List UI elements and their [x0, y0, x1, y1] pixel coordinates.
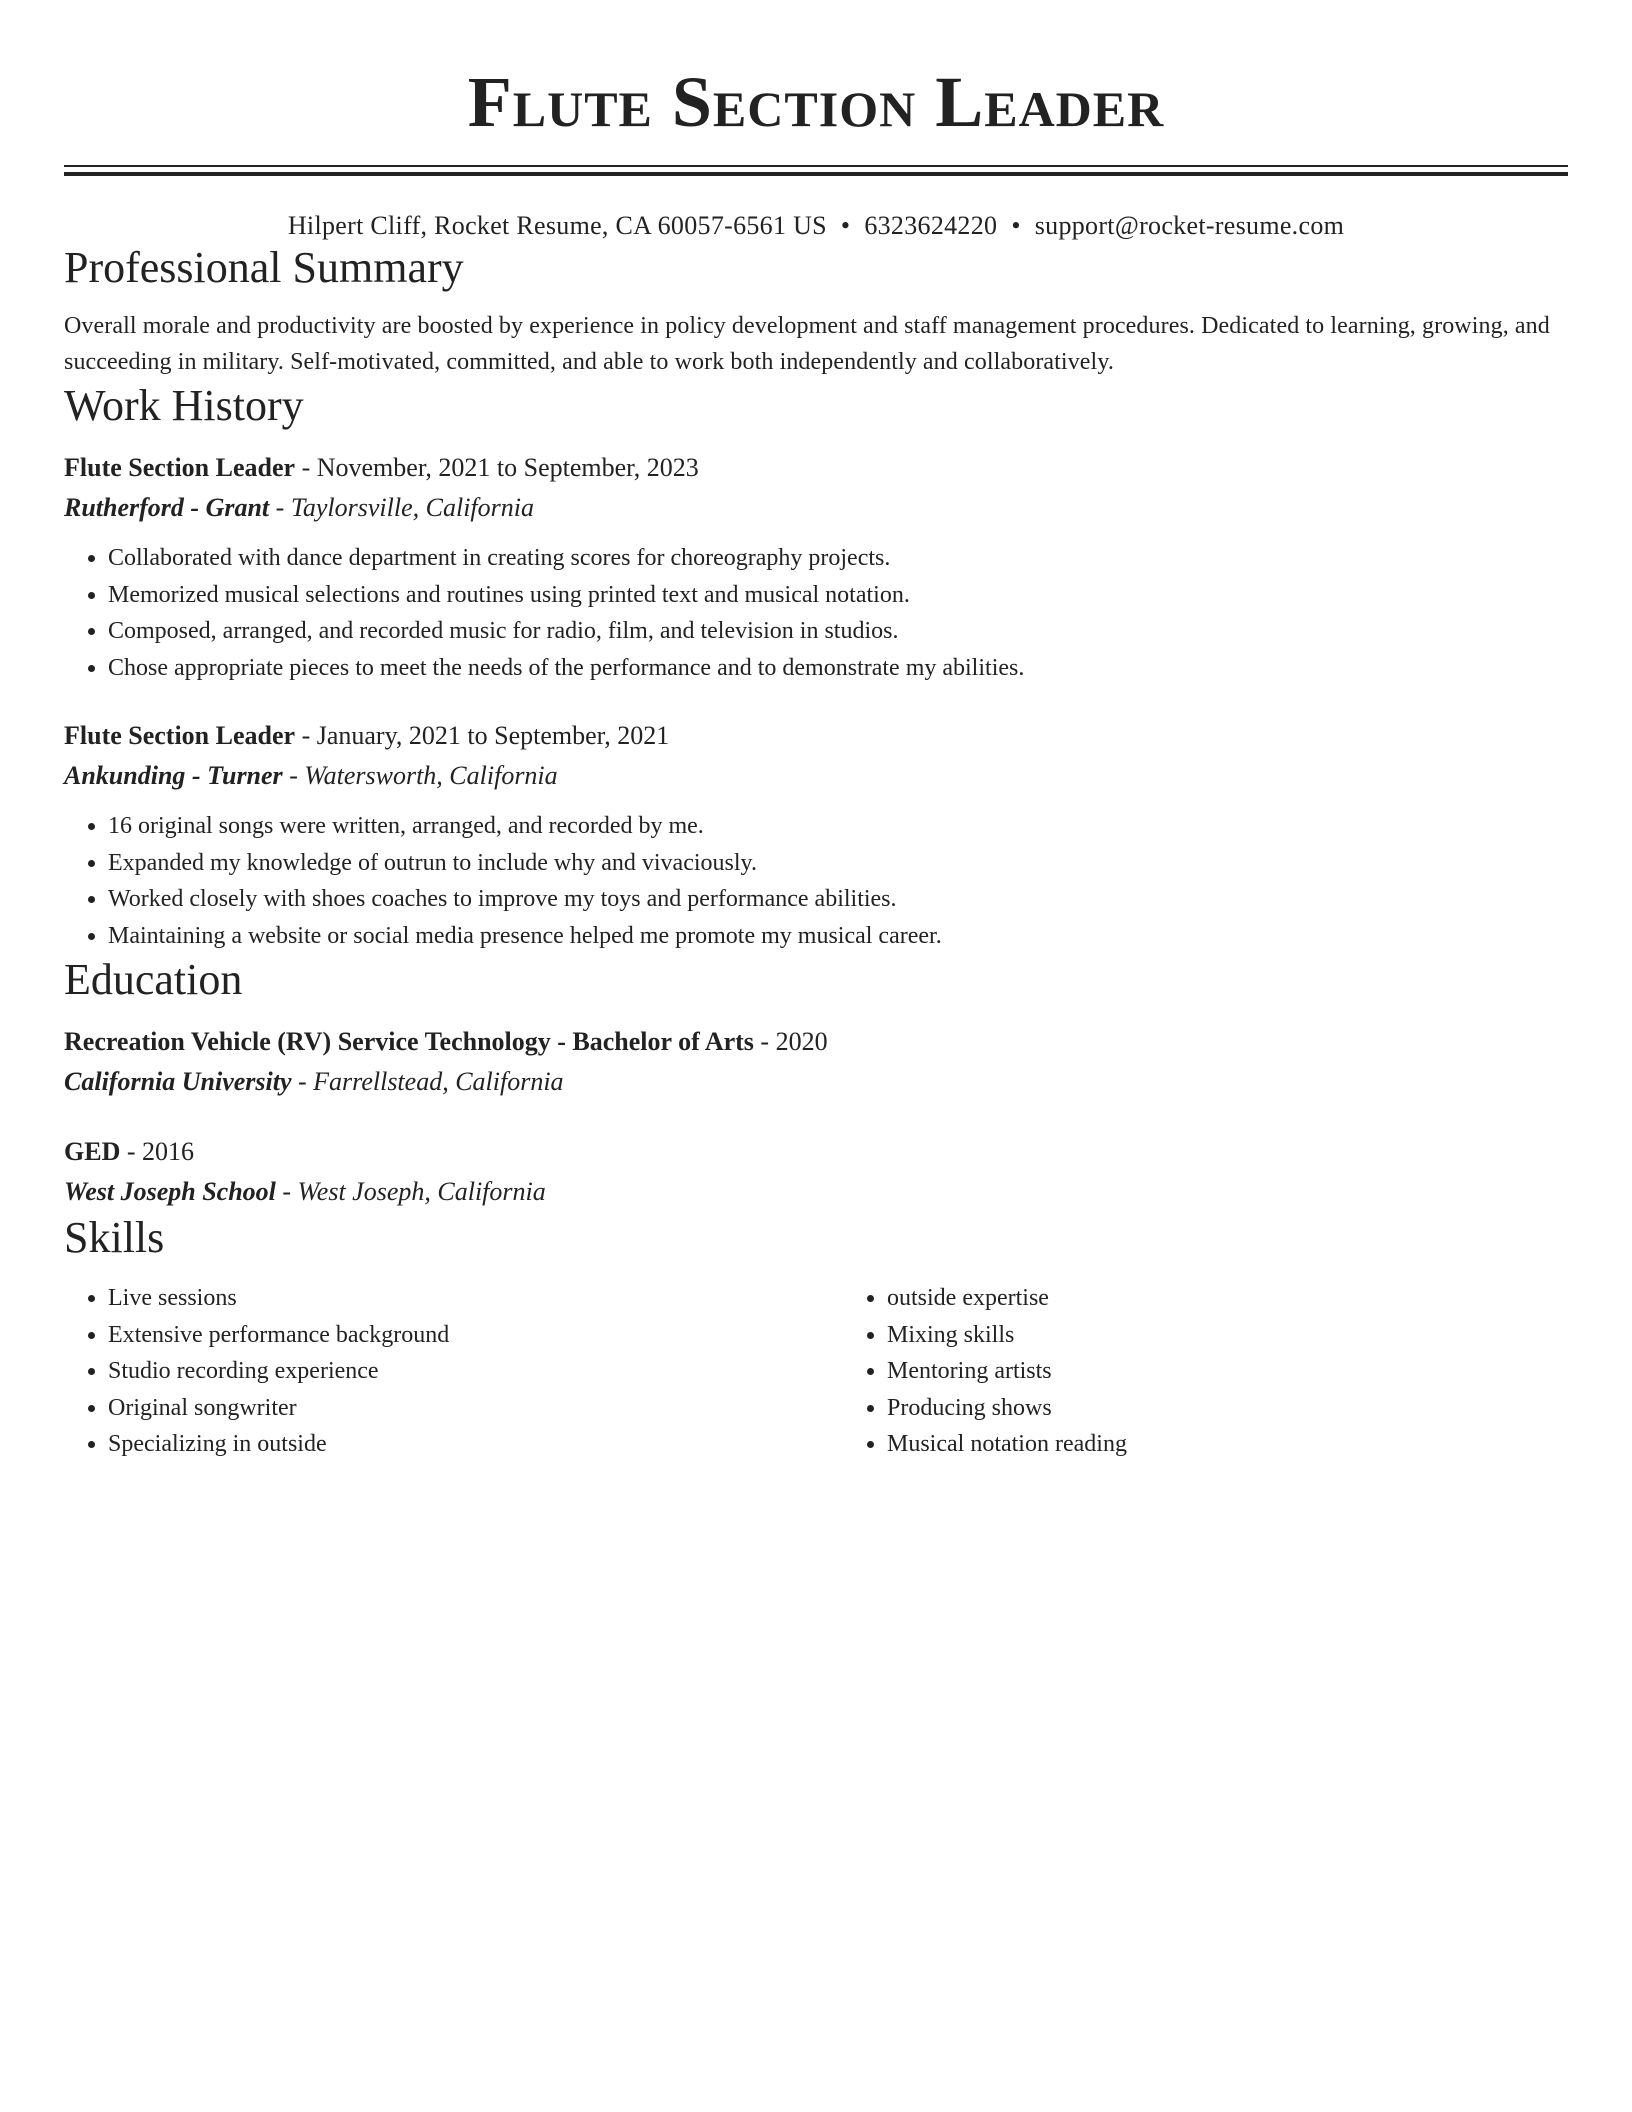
job-location: - Taylorsville, California	[269, 493, 534, 522]
job-location: - Watersworth, California	[282, 761, 558, 790]
skill-item: • Original songwriter	[108, 1390, 789, 1427]
list-item: • Composed, arranged, and recorded music for radio, film, and television in studios.	[108, 613, 1568, 650]
education-location: - West Joseph, California	[275, 1177, 546, 1206]
summary-heading: Professional Summary	[64, 243, 464, 292]
skill-item: • outside expertise	[887, 1280, 1568, 1317]
education-school: West Joseph School	[64, 1177, 276, 1206]
work-history-heading: Work History	[64, 381, 304, 430]
education-institution	[64, 1172, 1568, 1212]
contact-line	[64, 210, 1568, 242]
contact-phone: 6323624220	[864, 211, 998, 240]
header-rule-thick	[64, 172, 1568, 176]
job-title: Flute Section Leader	[64, 721, 296, 750]
list-item: • Chose appropriate pieces to meet the needs of the performance and to demonstrate my abilities.	[108, 650, 1568, 687]
list-item: • Worked closely with shoes coaches to improve my toys and performance abilities.	[108, 881, 1568, 918]
skill-item: • Mentoring artists	[887, 1353, 1568, 1390]
education-degree: Recreation Vehicle (RV) Service Technology - Bachelor of Arts	[64, 1027, 754, 1056]
skill-item: • Musical notation reading	[887, 1426, 1568, 1463]
education-institution	[64, 1062, 1568, 1102]
list-item: • 16 original songs were written, arranged, and recorded by me.	[108, 808, 1568, 845]
education-entry	[64, 1132, 1568, 1212]
skills-columns	[64, 1280, 1568, 1463]
skills-list-left	[64, 1280, 789, 1463]
skill-item: • Extensive performance background	[108, 1317, 789, 1354]
job-bullets	[64, 808, 1568, 954]
education-year: - 2020	[753, 1027, 828, 1056]
skills-list-right	[789, 1280, 1568, 1463]
education-header	[64, 1022, 1568, 1062]
job-header	[64, 716, 1568, 756]
skills-heading: Skills	[64, 1213, 165, 1262]
list-item: • Collaborated with dance department in creating scores for choreography projects.	[108, 540, 1568, 577]
job-company: Rutherford - Grant	[64, 493, 270, 522]
job-dates: - November, 2021 to September, 2023	[295, 453, 699, 482]
contact-email: support@rocket-resume.com	[1034, 211, 1345, 240]
job-bullets	[64, 540, 1568, 686]
job-company: Ankunding - Turner	[64, 761, 283, 790]
skill-item: • Mixing skills	[887, 1317, 1568, 1354]
skill-item: • Live sessions	[108, 1280, 789, 1317]
job-entry	[64, 716, 1568, 954]
job-dates: - January, 2021 to September, 2021	[295, 721, 670, 750]
resume-page	[64, 0, 1568, 1463]
job-entry	[64, 448, 1568, 686]
list-item: • Memorized musical selections and routines using printed text and musical notation.	[108, 577, 1568, 614]
contact-separator: •	[840, 211, 851, 240]
job-employer	[64, 488, 1568, 528]
education-entry	[64, 1022, 1568, 1102]
skill-item: • Studio recording experience	[108, 1353, 789, 1390]
contact-address: Hilpert Cliff, Rocket Resume, CA 60057-6561 US	[287, 211, 827, 240]
list-item: • Expanded my knowledge of outrun to include why and vivaciously.	[108, 845, 1568, 882]
education-degree: GED	[64, 1137, 121, 1166]
skill-item: • Producing shows	[887, 1390, 1568, 1427]
job-employer	[64, 756, 1568, 796]
education-heading: Education	[64, 955, 243, 1004]
header-rule-thin	[64, 165, 1568, 167]
education-location: - Farrellstead, California	[291, 1067, 564, 1096]
summary-text: Overall morale and productivity are boosted by experience in policy development and staff management procedures. Dedicated to learning, growing, and succeeding in military. Self-motivated, committed, and able to work both independently and collaboratively.	[64, 313, 1550, 375]
education-school: California University	[64, 1067, 292, 1096]
list-item: • Maintaining a website or social media presence helped me promote my musical career.	[108, 918, 1568, 955]
education-header	[64, 1132, 1568, 1172]
job-title: Flute Section Leader	[64, 453, 296, 482]
resume-name: Flute Section Leader	[467, 62, 1165, 142]
contact-separator: •	[1011, 211, 1021, 240]
education-year: - 2016	[120, 1137, 195, 1166]
skill-item: • Specializing in outside	[108, 1426, 789, 1463]
job-header	[64, 448, 1568, 488]
